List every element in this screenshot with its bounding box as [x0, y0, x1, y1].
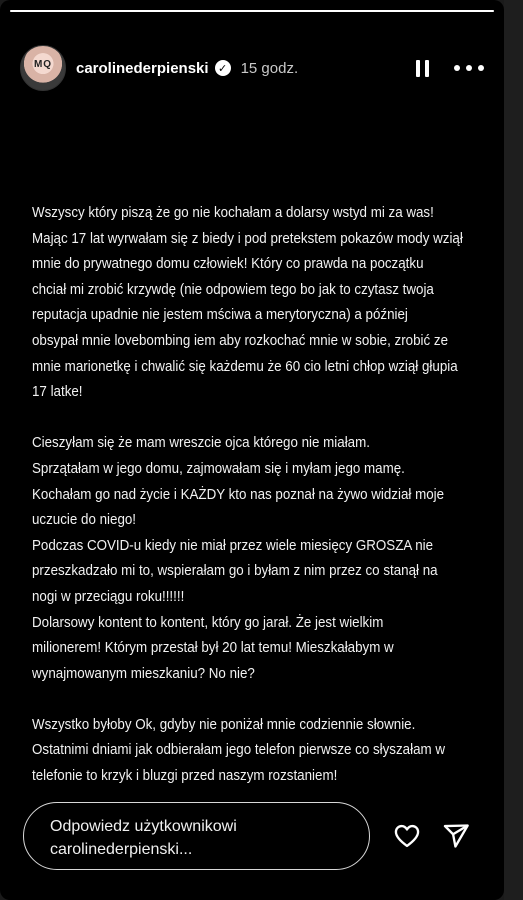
more-dot	[466, 65, 472, 71]
story-progress-bar	[10, 10, 494, 12]
username[interactable]: carolinederpienski	[76, 59, 209, 77]
verified-badge-icon: ✓	[215, 60, 231, 76]
more-dot	[454, 65, 460, 71]
heart-icon[interactable]	[392, 822, 422, 850]
pause-icon-bar	[416, 60, 420, 77]
post-time: 15 godz.	[240, 59, 299, 77]
story-header	[20, 44, 484, 92]
story-progress-fill	[10, 10, 494, 12]
avatar[interactable]	[20, 45, 66, 91]
more-options-icon[interactable]	[454, 56, 484, 80]
send-icon[interactable]	[441, 822, 471, 850]
reply-input[interactable]: Odpowiedz użytkownikowi carolinederpienski...	[23, 802, 370, 870]
story-text: Wszyscy który piszą że go nie kochałam a dolarsy wstyd mi za was! Mając 17 lat wyrwałam się z biedy i pod pretekstem pokazów mody wziął mnie do prywatnego domu człowiek! Który co prawda na początku chciał mi zrobić krzywdę (nie odpowiem tego bo jak to czytasz twoja reputacja upadnie nie jestem mściwa a merytoryczna) a później obsypał mnie lovebombing iem aby rozkochać mnie w sobie, zrobić ze mnie marionetkę i chwalić się każdemu że 60 cio letni chłop wziął głupia 17 latke! Cieszyłam się że mam wreszcie ojca którego nie miałam. Sprzątałam w jego domu, zajmowałam się i myłam jego mamę. Kochałam go nad życie i KAŻDY kto nas poznał na żywo widział moje uczucie do niego! Podczas COVID-u kiedy nie miał przez wiele miesięcy GROSZA nie przeszkadzało mi to, wspierałam go i byłam z nim przez co stanął na nogi w przeciągu roku!!!!!! Dolarsowy kontent to kontent, który go jarał. Że jest wielkim milionerem! Którym przestał był 20 lat temu! Mieszkałabym w wynajmowanym mieszkaniu? No nie? Wszystko byłoby Ok, gdyby nie poniżał mnie codziennie słownie. Ostatnimi dniami jak odbierałam jego telefon pierwsze co słyszałam w telefonie to krzyk i bluzgi przed naszym rozstaniem!	[32, 204, 463, 785]
pause-icon[interactable]	[410, 56, 434, 80]
avatar-logo-text: MQ	[33, 59, 53, 70]
pause-icon-bar	[425, 60, 429, 77]
window-background	[504, 0, 523, 900]
more-dot	[478, 65, 484, 71]
